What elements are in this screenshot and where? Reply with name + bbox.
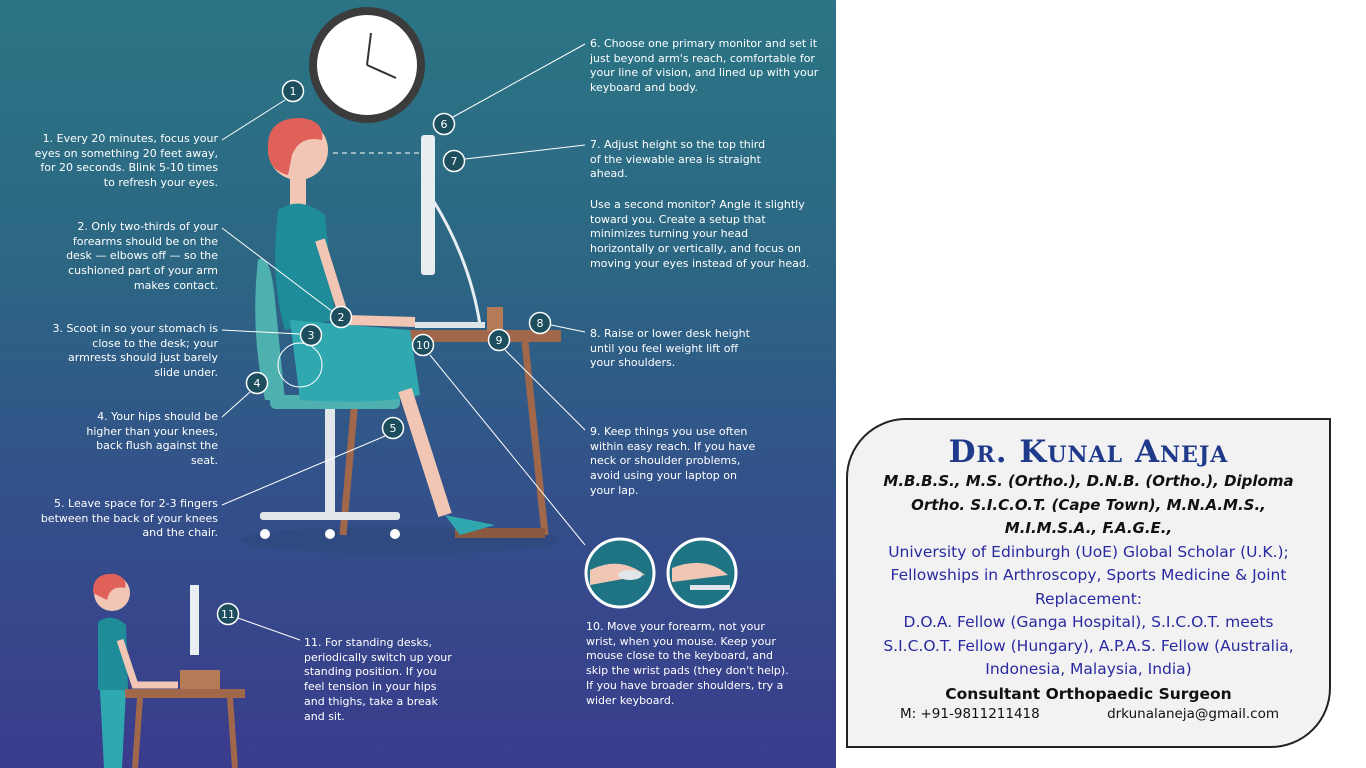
step-badge-10 xyxy=(413,335,434,356)
phone-number: M: +91-9811211418 xyxy=(900,705,1040,722)
step-badge-3 xyxy=(301,325,322,346)
step-number: 4 xyxy=(253,377,261,390)
step-number: 2 xyxy=(337,311,345,324)
tip-9: 9. Keep things you use often within easy reach. If you have neck or shoulder problems, avoid using your laptop on your lap. xyxy=(590,425,756,497)
step-badge-5 xyxy=(383,418,404,439)
email-address: drkunalaneja@gmail.com xyxy=(1107,705,1279,722)
tip-7: 7. Adjust height so the top third of the viewable area is straight ahead. xyxy=(590,138,766,181)
tip-2: 2. Only two-thirds of your forearms should be on the desk — elbows off — so the cushioned part of your arm makes contact. xyxy=(66,220,218,292)
clock-icon xyxy=(309,7,425,123)
fellowship-line: University of Edinburgh (UoE) Global Scholar (U.K.); xyxy=(888,542,1289,561)
step-number: 11 xyxy=(221,608,235,621)
keyboard-hand-icon xyxy=(668,539,736,607)
tip-5: 5. Leave space for 2-3 fingers between the back of your knees and the chair. xyxy=(40,497,218,540)
step-badge-7 xyxy=(444,151,465,172)
step-badge-8 xyxy=(530,313,551,334)
tip-8: 8. Raise or lower desk height until you feel weight lift off your shoulders. xyxy=(590,327,750,370)
step-number: 10 xyxy=(416,339,430,352)
step-number: 6 xyxy=(440,118,448,131)
fellowship-line: D.O.A. Fellow (Ganga Hospital), S.I.C.O.T. meets xyxy=(903,613,1274,631)
step-number: 8 xyxy=(536,317,544,330)
step-number: 3 xyxy=(307,329,315,342)
fellowship-line: Fellowships in Arthroscopy, Sports Medicine & Joint xyxy=(890,566,1287,584)
fellowship-line: S.I.C.O.T. Fellow (Hungary), A.P.A.S. Fellow (Australia, xyxy=(883,636,1294,655)
qual-line: M.B.B.S., M.S. (Ortho.), D.N.B. (Ortho.), Diploma xyxy=(883,472,1294,490)
tip-3: 3. Scoot in so your stomach is close to the desk; your armrests should just barely slide under. xyxy=(52,322,218,380)
step-badge-9 xyxy=(489,330,510,351)
step-number: 1 xyxy=(289,85,297,98)
qual-line: M.I.M.S.A., F.A.G.E., xyxy=(1004,519,1173,537)
qualifications xyxy=(868,470,1309,541)
step-badge-11 xyxy=(218,604,239,625)
tip-10: 10. Move your forearm, not your wrist, when you mouse. Keep your mouse close to the keyboard, and skip the wrist pads (they don't help). If you have broader shoulders, try a wider keyboard. xyxy=(586,620,789,707)
tip-second-monitor: Use a second monitor? Angle it slightly toward you. Create a setup that minimizes turning your head horizontally or vertically, and focus on moving your eyes instead of your head. xyxy=(590,198,810,270)
qual-line: Ortho. S.I.C.O.T. (Cape Town), M.N.A.M.S., xyxy=(911,495,1266,514)
fellowship-line: Indonesia, Malaysia, India) xyxy=(985,660,1192,678)
tip-6: 6. Choose one primary monitor and set it just beyond arm's reach, comfortable for your line of vision, and lined up with your keyboard and body. xyxy=(590,37,819,95)
step-number: 7 xyxy=(450,155,458,168)
standing-woman-figure xyxy=(93,574,245,768)
fellowship-line: Replacement: xyxy=(1034,589,1143,608)
step-number: 5 xyxy=(389,422,397,435)
tip-11: 11. For standing desks, periodically switch up your standing position. If you feel tension in your hips and thighs, take a break and sit. xyxy=(304,636,452,723)
step-badge-2 xyxy=(331,307,352,328)
mouse-hand-icon xyxy=(586,539,654,607)
fellowships xyxy=(858,541,1319,682)
step-badge-6 xyxy=(434,114,455,135)
step-badge-1 xyxy=(283,81,304,102)
doctor-info-card xyxy=(846,418,1331,748)
step-badge-4 xyxy=(247,373,268,394)
step-number: 9 xyxy=(495,334,503,347)
tip-4: 4. Your hips should be higher than your knees, back flush against the seat. xyxy=(86,410,218,468)
tip-1: 1. Every 20 minutes, focus your eyes on something 20 feet away, for 20 seconds. Blink 5-10 times to refresh your eyes. xyxy=(34,132,218,190)
doctor-name: Dr. Kunal Aneja xyxy=(948,434,1229,470)
job-title: Consultant Orthopaedic Surgeon xyxy=(945,684,1232,703)
